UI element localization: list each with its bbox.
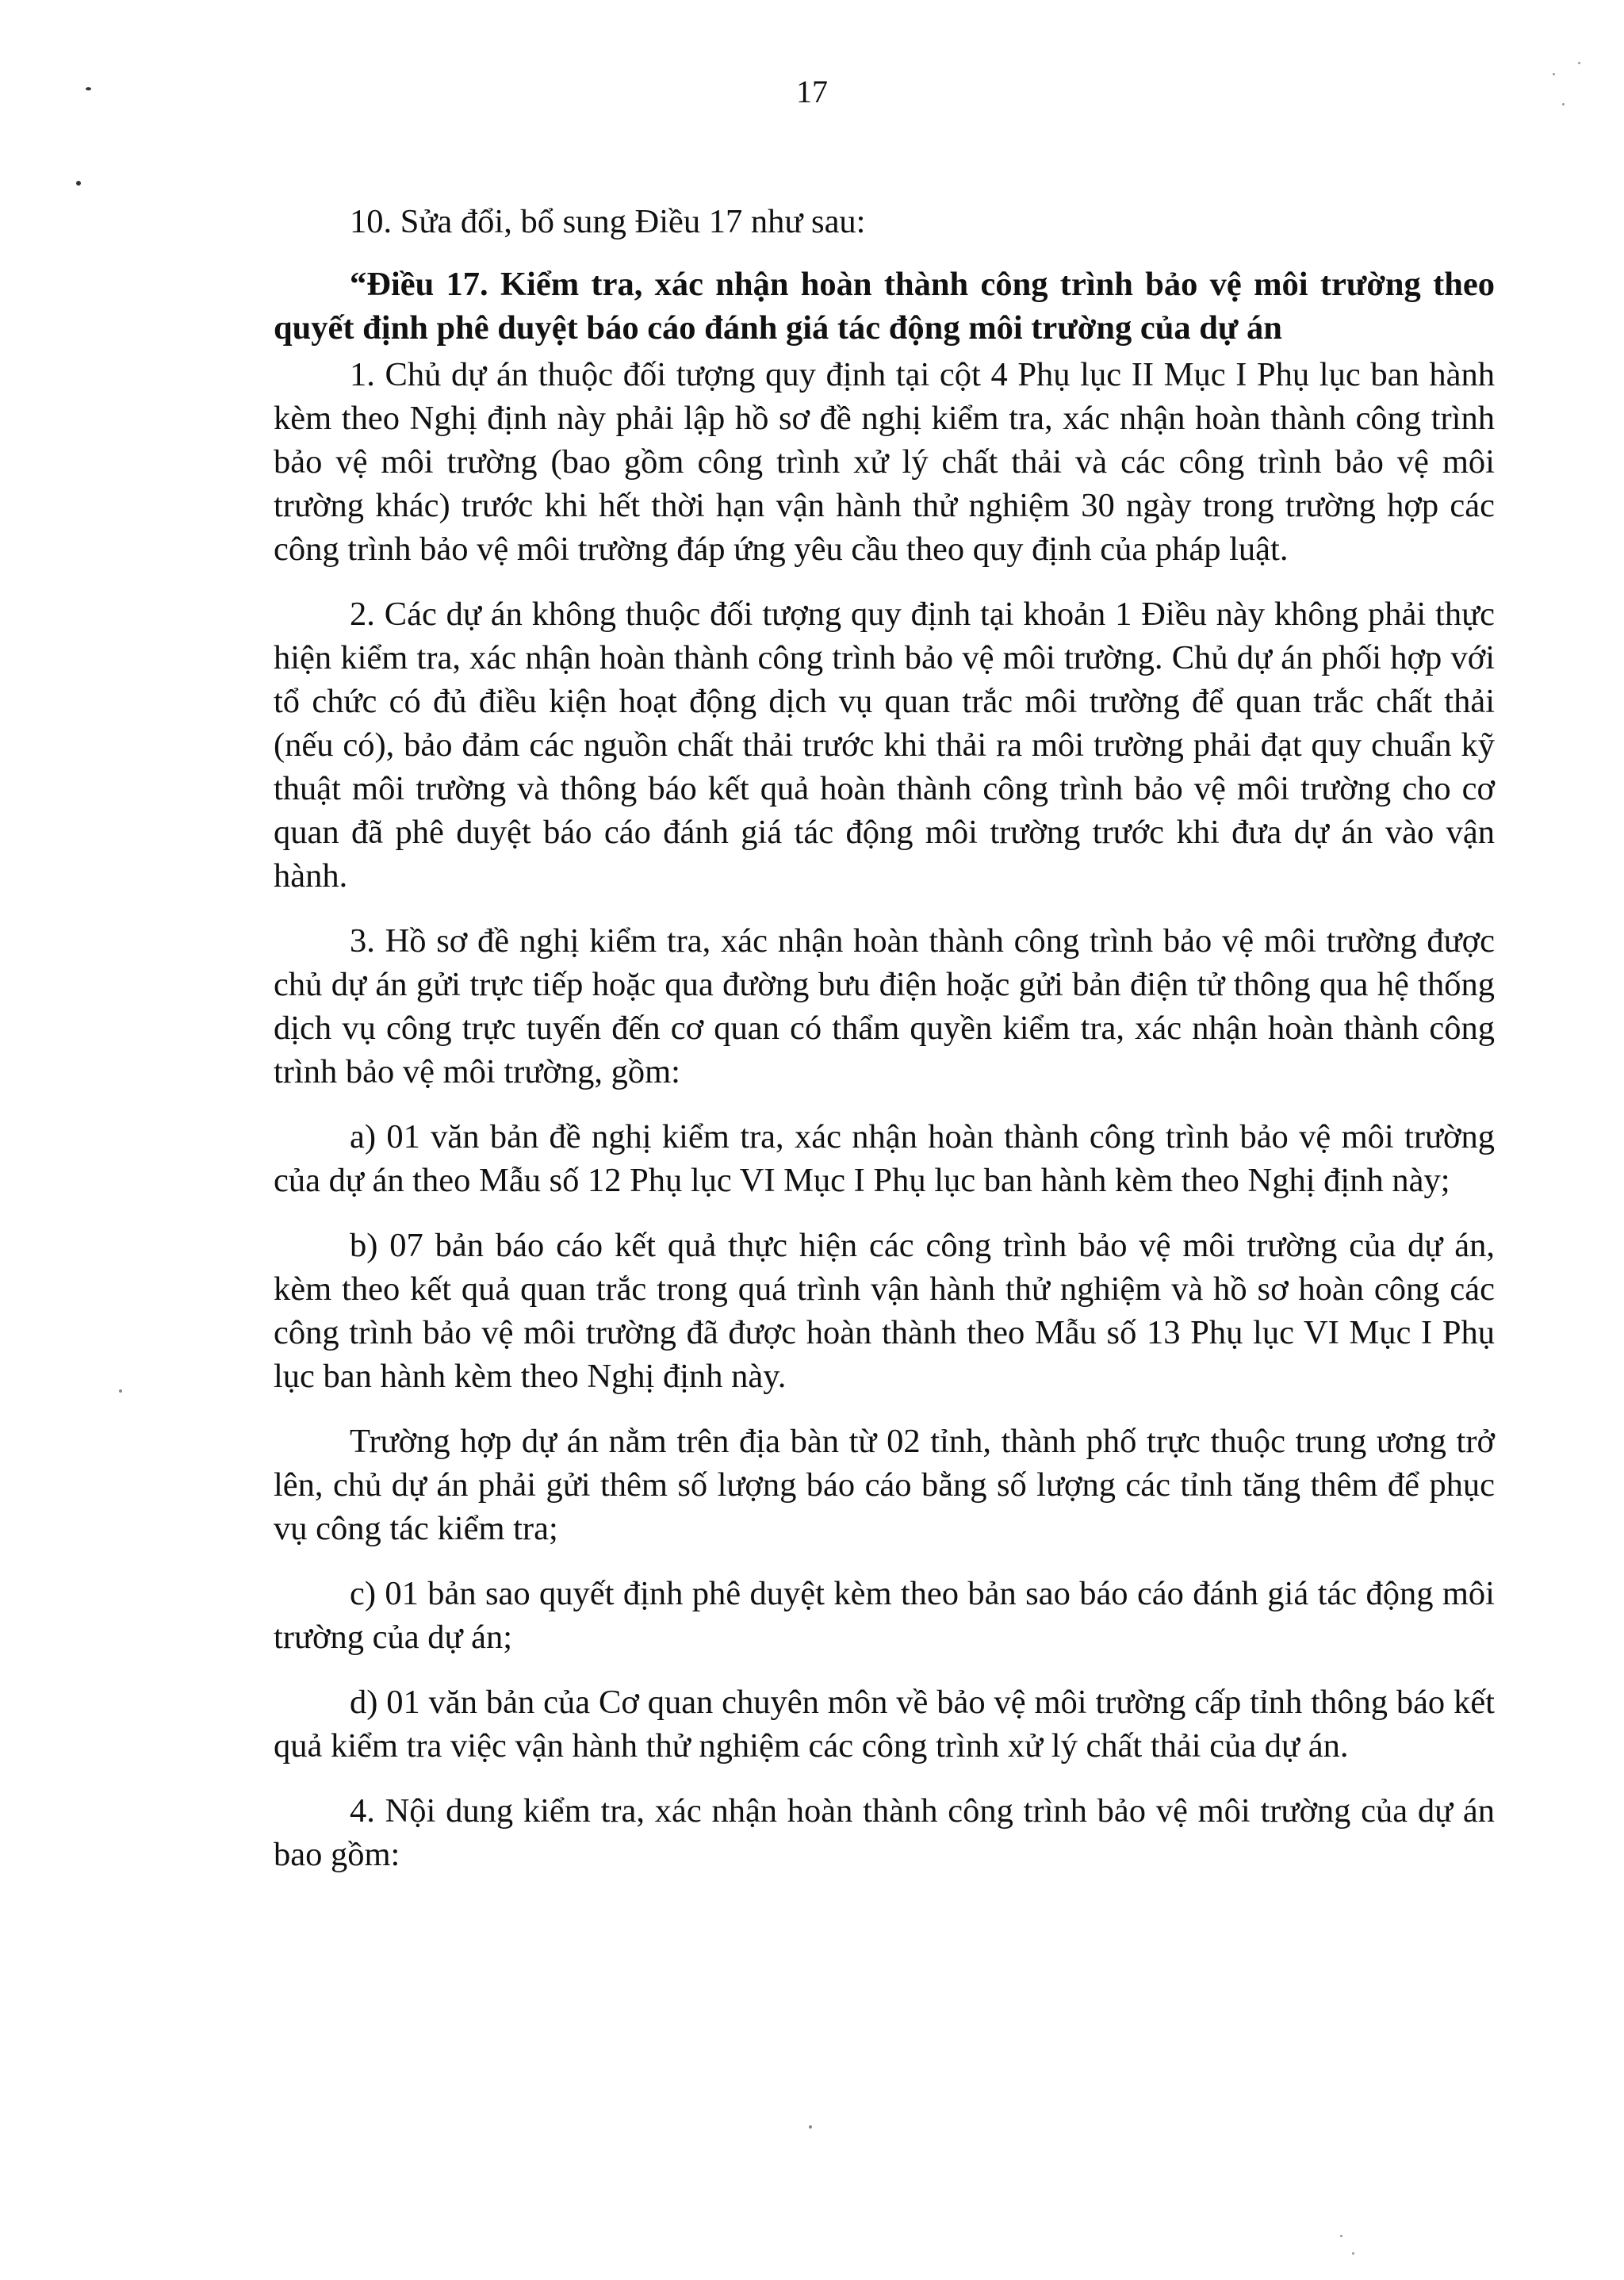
page-number: 17	[796, 74, 828, 109]
point-c: c) 01 bản sao quyết định phê duyệt kèm theo bản sao báo cáo đánh giá tác động môi trường của dự án;	[274, 1575, 1495, 1656]
scan-speck	[1578, 62, 1580, 64]
scan-speck	[119, 1389, 122, 1393]
scan-speck	[1562, 103, 1565, 105]
scan-speck	[809, 2125, 812, 2129]
point-d: d) 01 văn bản của Cơ quan chuyên môn về bảo vệ môi trường cấp tỉnh thông báo kết quả kiểm tra việc vận hành thử nghiệm các công trình xử lý chất thải của dự án.	[274, 1684, 1495, 1765]
point-b-note: Trường hợp dự án nằm trên địa bàn từ 02 tỉnh, thành phố trực thuộc trung ương trở lên, chủ dự án phải gửi thêm số lượng báo cáo bằng số lượng các tỉnh tăng thêm để phục vụ công tác kiểm tra;	[274, 1423, 1495, 1547]
document-body	[274, 200, 1495, 1876]
article-heading: “Điều 17. Kiểm tra, xác nhận hoàn thành công trình bảo vệ môi trường theo quyết định phê duyệt báo cáo đánh giá tác động môi trường của dự án	[274, 266, 1495, 347]
clause-4: 4. Nội dung kiểm tra, xác nhận hoàn thành công trình bảo vệ môi trường của dự án bao gồm:	[274, 1792, 1495, 1873]
clause-1: 1. Chủ dự án thuộc đối tượng quy định tại cột 4 Phụ lục II Mục I Phụ lục ban hành kèm theo Nghị định này phải lập hồ sơ đề nghị kiểm tra, xác nhận hoàn thành công trình bảo vệ môi trường (bao gồm công trình xử lý chất thải và các công trình bảo vệ môi trường khác) trước khi hết thời hạn vận hành thử nghiệm 30 ngày trong trường hợp các công trình bảo vệ môi trường đáp ứng yêu cầu theo quy định của pháp luật.	[274, 356, 1495, 568]
clause-2: 2. Các dự án không thuộc đối tượng quy định tại khoản 1 Điều này không phải thực hiện kiểm tra, xác nhận hoàn thành công trình bảo vệ môi trường. Chủ dự án phối hợp với tổ chức có đủ điều kiện hoạt động dịch vụ quan trắc môi trường để quan trắc chất thải (nếu có), bảo đảm các nguồn chất thải trước khi thải ra môi trường phải đạt quy chuẩn kỹ thuật môi trường và thông báo kết quả hoàn thành công trình bảo vệ môi trường cho cơ quan đã phê duyệt báo cáo đánh giá tác động môi trường trước khi đưa dự án vào vận hành.	[274, 596, 1495, 895]
scan-speck	[1340, 2235, 1342, 2237]
scan-speck	[76, 181, 81, 186]
point-a: a) 01 văn bản đề nghị kiểm tra, xác nhận hoàn thành công trình bảo vệ môi trường của dự án theo Mẫu số 12 Phụ lục VI Mục I Phụ lục ban hành kèm theo Nghị định này;	[274, 1118, 1495, 1199]
point-b: b) 07 bản báo cáo kết quả thực hiện các công trình bảo vệ môi trường của dự án, kèm theo kết quả quan trắc trong quá trình vận hành thử nghiệm và hồ sơ hoàn công các công trình bảo vệ môi trường đã được hoàn thành theo Mẫu số 13 Phụ lục VI Mục I Phụ lục ban hành kèm theo Nghị định này.	[274, 1227, 1495, 1395]
amendment-line: 10. Sửa đổi, bổ sung Điều 17 như sau:	[350, 203, 866, 240]
clause-3: 3. Hồ sơ đề nghị kiểm tra, xác nhận hoàn thành công trình bảo vệ môi trường được chủ dự án gửi trực tiếp hoặc qua đường bưu điện hoặc gửi bản điện tử thông qua hệ thống dịch vụ công trực tuyến đến cơ quan có thẩm quyền kiểm tra, xác nhận hoàn thành công trình bảo vệ môi trường, gồm:	[274, 922, 1495, 1090]
scan-speck	[1553, 73, 1555, 75]
scan-speck	[86, 87, 91, 90]
scan-speck	[1352, 2252, 1354, 2255]
